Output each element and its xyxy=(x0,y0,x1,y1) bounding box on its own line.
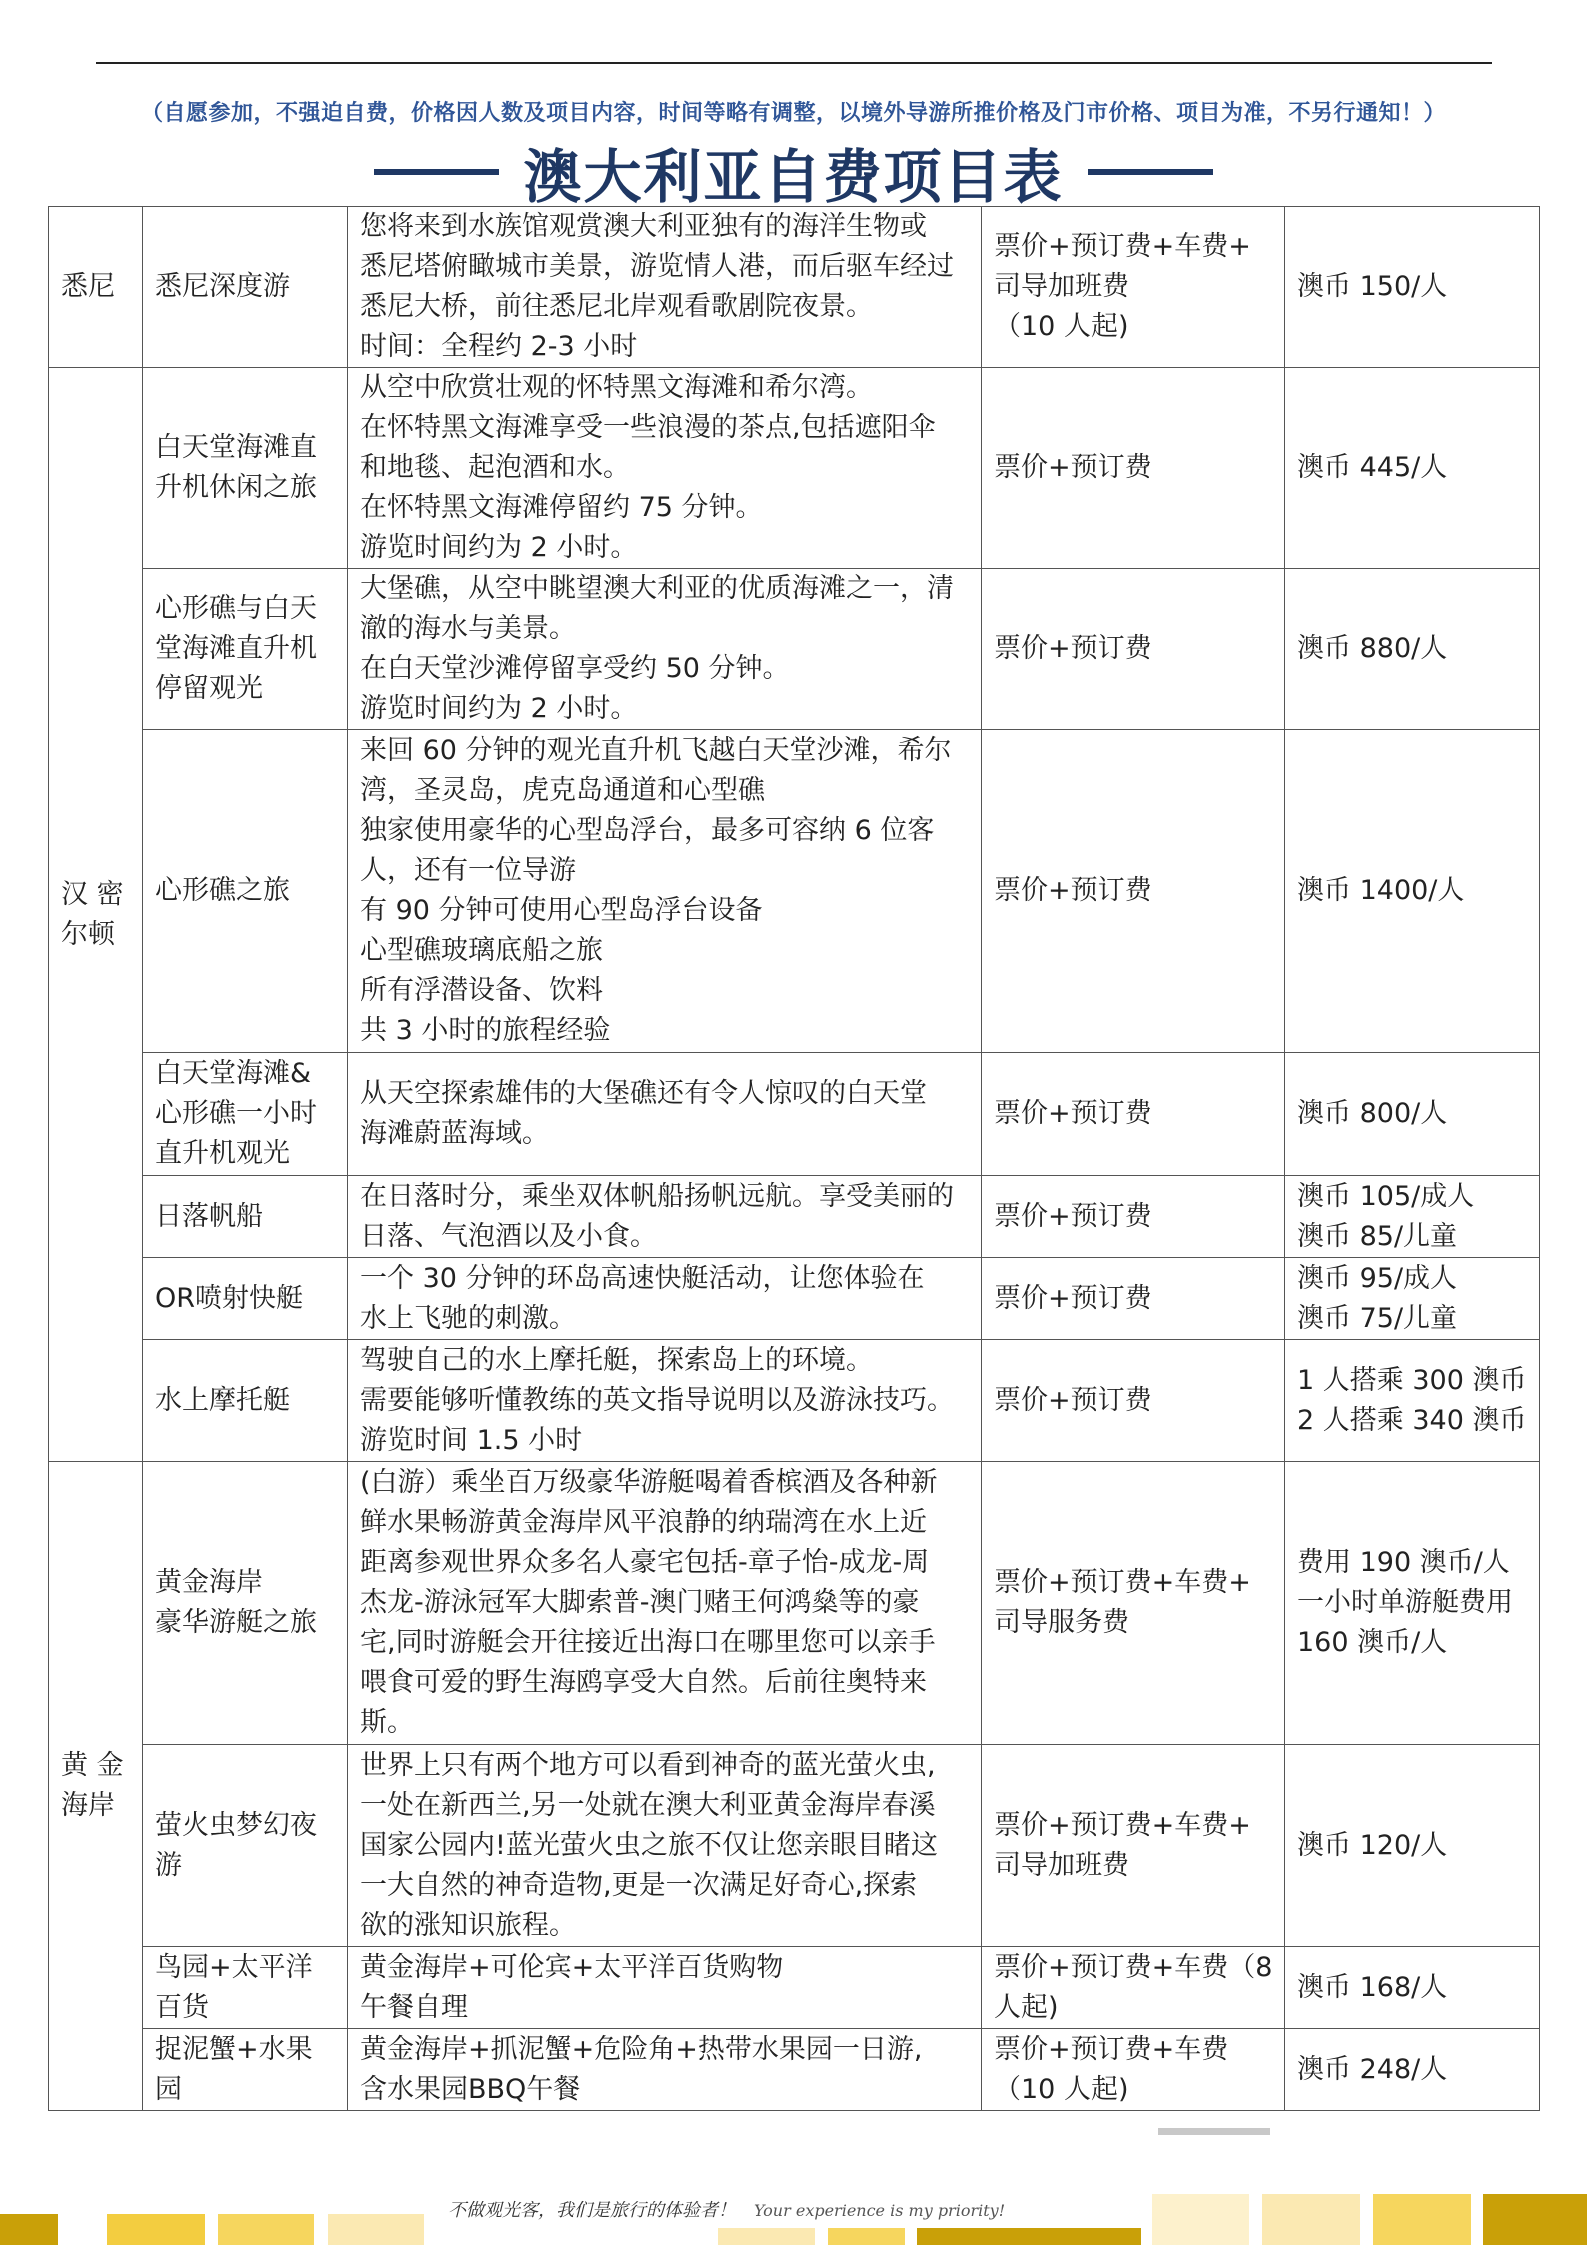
item-name: 停留观光 xyxy=(155,673,263,704)
price-line: 一小时单游艇费用 xyxy=(1297,1587,1513,1618)
price-line: 澳币 105/成人 xyxy=(1297,1180,1475,1212)
item-name: 鸟园+太平洋 xyxy=(155,1951,313,1983)
description-line: 从空中欣赏壮观的怀特黑文海滩和希尔湾。 xyxy=(360,372,873,403)
table-row xyxy=(49,730,1540,1053)
tour-table xyxy=(48,206,1540,2111)
description-cell xyxy=(348,730,982,1053)
description-line: 水上飞驰的刺激。 xyxy=(360,1302,576,1334)
footer-slogan xyxy=(448,2196,1005,2222)
item-name-cell xyxy=(143,1745,348,1947)
description-cell xyxy=(348,1340,982,1462)
table-row xyxy=(49,1462,1540,1745)
price-cell xyxy=(1285,368,1540,569)
fee-cell xyxy=(982,1176,1285,1258)
description-line: 独家使用豪华的心型岛浮台，最多可容纳 6 位客 xyxy=(360,815,935,846)
item-name: 心形礁之旅 xyxy=(155,875,290,906)
footer-square xyxy=(1152,2194,1249,2245)
description-line: 和地毯、起泡酒和水。 xyxy=(360,452,630,483)
price-cell xyxy=(1285,730,1540,1053)
price-line: 2 人搭乘 340 澳币 xyxy=(1297,1404,1527,1436)
footer-square xyxy=(107,2214,205,2245)
price-line: 费用 190 澳币/人 xyxy=(1297,1547,1510,1578)
item-name-cell xyxy=(143,1258,348,1340)
description-line: 杰龙-游泳冠军大脚索普-澳门赌王何鸿燊等的豪 xyxy=(360,1587,920,1618)
price-line: 澳币 800/人 xyxy=(1297,1098,1448,1129)
fee-line: 票价+预订费 xyxy=(994,1200,1152,1232)
footer-square xyxy=(1262,2194,1360,2245)
fee-line: 票价+预订费+车费+ xyxy=(994,231,1251,262)
fee-cell xyxy=(982,368,1285,569)
description-line: 大堡礁，从空中眺望澳大利亚的优质海滩之一，清 xyxy=(360,573,954,604)
price-cell xyxy=(1285,1176,1540,1258)
description-cell xyxy=(348,1462,982,1745)
item-name: 百货 xyxy=(155,1991,209,2023)
description-line: 距离参观世界众多名人豪宅包括-章子怡-成龙-周 xyxy=(360,1547,930,1578)
fee-line: 票价+预订费 xyxy=(994,1282,1152,1314)
description-line: 欲的涨知识旅程。 xyxy=(360,1909,576,1941)
page-title: 澳大利亚自费项目表 xyxy=(523,143,1064,211)
price-line: 澳币 95/成人 xyxy=(1297,1262,1458,1294)
item-name-cell xyxy=(143,1462,348,1745)
fee-line: 票价+预订费 xyxy=(994,633,1152,664)
description-line: 黄金海岸+可伦宾+太平洋百货购物 xyxy=(360,1951,784,1983)
footer-square xyxy=(0,2214,58,2245)
description-cell xyxy=(348,1053,982,1176)
table-row xyxy=(49,1258,1540,1340)
description-line: 湾，圣灵岛，虎克岛通道和心型礁 xyxy=(360,775,765,806)
description-line: 一处在新西兰,另一处就在澳大利亚黄金海岸春溪 xyxy=(360,1789,936,1821)
footer-square xyxy=(917,2228,1141,2245)
price-cell xyxy=(1285,207,1540,368)
fee-cell xyxy=(982,569,1285,730)
region-name: 汉 密 xyxy=(61,878,124,910)
item-name-cell xyxy=(143,730,348,1053)
description-cell xyxy=(348,569,982,730)
title-left-line xyxy=(374,169,499,175)
description-line: 所有浮潜设备、饮料 xyxy=(360,975,603,1006)
slogan-cn: 不做观光客，我们是旅行的体验者！ xyxy=(448,2200,736,2221)
price-line: 澳币 445/人 xyxy=(1297,452,1448,483)
description-line: 从天空探索雄伟的大堡礁还有令人惊叹的白天堂 xyxy=(360,1078,927,1109)
description-line: 游览时间约为 2 小时。 xyxy=(360,693,638,724)
fee-cell xyxy=(982,1745,1285,1947)
region-cell xyxy=(49,1462,143,2111)
description-line: 宅,同时游艇会开往接近出海口在哪里您可以亲手 xyxy=(360,1627,936,1658)
region-name: 悉尼 xyxy=(61,271,115,302)
fee-cell xyxy=(982,1462,1285,1745)
region-name: 尔顿 xyxy=(61,918,115,950)
item-name: 水上摩托艇 xyxy=(155,1384,290,1416)
description-line: 人，还有一位导游 xyxy=(360,855,576,886)
table-row xyxy=(49,207,1540,368)
slogan-en: Your experience is my priority! xyxy=(754,2201,1006,2220)
description-line: 斯。 xyxy=(360,1707,414,1738)
fee-line: （10 人起) xyxy=(994,2073,1129,2105)
description-cell xyxy=(348,2029,982,2111)
description-line: 日落、气泡酒以及小食。 xyxy=(360,1220,657,1252)
table-row xyxy=(49,1053,1540,1176)
title-row xyxy=(0,134,1587,210)
price-line: 澳币 75/儿童 xyxy=(1297,1302,1458,1334)
price-line: 澳币 1400/人 xyxy=(1297,875,1465,906)
description-line: 在白天堂沙滩停留享受约 50 分钟。 xyxy=(360,653,790,684)
description-cell xyxy=(348,1947,982,2029)
description-line: 含水果园BBQ午餐 xyxy=(360,2073,581,2105)
description-line: 需要能够听懂教练的英文指导说明以及游泳技巧。 xyxy=(360,1384,954,1416)
description-line: 游览时间 1.5 小时 xyxy=(360,1424,583,1456)
fee-line: 票价+预订费+车费+ xyxy=(994,1809,1251,1841)
item-name-cell xyxy=(143,569,348,730)
description-cell xyxy=(348,1745,982,1947)
item-name: 白天堂海滩直 xyxy=(155,432,317,463)
table-row xyxy=(49,1176,1540,1258)
fee-line: 票价+预订费 xyxy=(994,875,1152,906)
item-name: 心形礁一小时 xyxy=(155,1098,317,1129)
fee-cell xyxy=(982,1258,1285,1340)
region-name: 黄 金 xyxy=(61,1750,124,1781)
notice-text: （自愿参加，不强迫自费，价格因人数及项目内容，时间等略有调整，以境外导游所推价格及门市价格、项目为准，不另行通知！） xyxy=(140,101,1446,126)
price-cell xyxy=(1285,569,1540,730)
description-line: 在日落时分，乘坐双体帆船扬帆远航。享受美丽的 xyxy=(360,1180,954,1212)
price-line: 澳币 880/人 xyxy=(1297,633,1448,664)
description-cell xyxy=(348,207,982,368)
price-line: 澳币 168/人 xyxy=(1297,1971,1448,2003)
fee-cell xyxy=(982,730,1285,1053)
item-name: 直升机观光 xyxy=(155,1138,290,1169)
item-name: 萤火虫梦幻夜 xyxy=(155,1809,317,1841)
price-line: 澳币 150/人 xyxy=(1297,271,1448,302)
price-cell xyxy=(1285,1462,1540,1745)
description-line: 驾驶自己的水上摩托艇，探索岛上的环境。 xyxy=(360,1344,873,1376)
fee-cell xyxy=(982,1947,1285,2029)
fee-line: 票价+预订费+车费 xyxy=(994,2033,1229,2065)
description-line: 共 3 小时的旅程经验 xyxy=(360,1015,611,1046)
description-line: 悉尼大桥，前往悉尼北岸观看歌剧院夜景。 xyxy=(360,291,873,322)
item-name: 黄金海岸 xyxy=(155,1567,263,1598)
price-cell xyxy=(1285,1340,1540,1462)
footer-square xyxy=(328,2214,424,2245)
description-line: 世界上只有两个地方可以看到神奇的蓝光萤火虫, xyxy=(360,1749,936,1781)
fee-line: 司导服务费 xyxy=(994,1607,1129,1638)
item-name-cell xyxy=(143,1053,348,1176)
description-line: 鲜水果畅游黄金海岸风平浪静的纳瑞湾在水上近 xyxy=(360,1507,927,1538)
item-name: 白天堂海滩& xyxy=(155,1058,312,1089)
price-cell xyxy=(1285,2029,1540,2111)
item-name: 悉尼深度游 xyxy=(155,271,290,302)
description-line: 黄金海岸+抓泥蟹+危险角+热带水果园一日游, xyxy=(360,2033,923,2065)
description-cell xyxy=(348,368,982,569)
item-name: 捉泥蟹+水果 xyxy=(155,2033,313,2065)
fee-line: 票价+预订费 xyxy=(994,1098,1152,1129)
description-line: 一大自然的神奇造物,更是一次满足好奇心,探索 xyxy=(360,1869,918,1901)
description-line: (白游）乘坐百万级豪华游艇喝着香槟酒及各种新 xyxy=(360,1467,938,1498)
fee-line: 司导加班费 xyxy=(994,271,1129,302)
title-right-line xyxy=(1088,169,1213,175)
table-row xyxy=(49,2029,1540,2111)
description-line: 来回 60 分钟的观光直升机飞越白天堂沙滩，希尔 xyxy=(360,735,952,766)
price-cell xyxy=(1285,1745,1540,1947)
item-name: 豪华游艇之旅 xyxy=(155,1607,317,1638)
region-cell xyxy=(49,207,143,368)
description-line: 游览时间约为 2 小时。 xyxy=(360,532,638,563)
description-line: 澈的海水与美景。 xyxy=(360,613,576,644)
item-name-cell xyxy=(143,2029,348,2111)
description-line: 悉尼塔俯瞰城市美景，游览情人港，而后驱车经过 xyxy=(360,251,954,282)
fee-line: 票价+预订费+车费+ xyxy=(994,1567,1251,1598)
table-row xyxy=(49,368,1540,569)
fee-cell xyxy=(982,2029,1285,2111)
price-cell xyxy=(1285,1053,1540,1176)
fee-cell xyxy=(982,1053,1285,1176)
item-name: OR喷射快艇 xyxy=(155,1282,304,1314)
footer-square xyxy=(1483,2194,1587,2245)
fee-cell xyxy=(982,1340,1285,1462)
item-name: 游 xyxy=(155,1849,182,1881)
fee-cell xyxy=(982,207,1285,368)
footer-square xyxy=(218,2214,314,2245)
price-cell xyxy=(1285,1258,1540,1340)
item-name: 日落帆船 xyxy=(155,1200,263,1232)
fee-line: 票价+预订费 xyxy=(994,452,1152,483)
item-name-cell xyxy=(143,1947,348,2029)
top-rule xyxy=(96,62,1492,64)
item-name-cell xyxy=(143,368,348,569)
table-row xyxy=(49,1947,1540,2029)
price-cell xyxy=(1285,1947,1540,2029)
page-indicator-bar xyxy=(1158,2128,1270,2135)
region-name: 海岸 xyxy=(61,1790,115,1821)
description-line: 午餐自理 xyxy=(360,1991,468,2023)
description-line: 时间：全程约 2-3 小时 xyxy=(360,331,638,362)
table-row xyxy=(49,569,1540,730)
description-cell xyxy=(348,1176,982,1258)
price-line: 澳币 248/人 xyxy=(1297,2053,1448,2085)
item-name: 园 xyxy=(155,2073,182,2105)
item-name-cell xyxy=(143,1340,348,1462)
table-row xyxy=(49,1745,1540,1947)
fee-line: 票价+预订费 xyxy=(994,1384,1152,1416)
footer-square xyxy=(828,2228,905,2245)
item-name: 心形礁与白天 xyxy=(155,593,317,624)
item-name-cell xyxy=(143,1176,348,1258)
item-name: 堂海滩直升机 xyxy=(155,633,317,664)
fee-line: （10 人起) xyxy=(994,311,1129,342)
description-line: 有 90 分钟可使用心型岛浮台设备 xyxy=(360,895,763,926)
price-line: 澳币 85/儿童 xyxy=(1297,1220,1458,1252)
footer-square xyxy=(718,2228,815,2245)
table-row xyxy=(49,1340,1540,1462)
fee-line: 票价+预订费+车费（8 xyxy=(994,1951,1273,1983)
item-name-cell xyxy=(143,207,348,368)
description-cell xyxy=(348,1258,982,1340)
description-line: 一个 30 分钟的环岛高速快艇活动，让您体验在 xyxy=(360,1262,925,1294)
description-line: 在怀特黑文海滩停留约 75 分钟。 xyxy=(360,492,763,523)
region-cell xyxy=(49,368,143,1462)
footer-square xyxy=(1373,2194,1471,2245)
description-line: 海滩蔚蓝海域。 xyxy=(360,1118,549,1149)
price-line: 160 澳币/人 xyxy=(1297,1627,1448,1658)
price-line: 1 人搭乘 300 澳币 xyxy=(1297,1364,1527,1396)
fee-line: 人起) xyxy=(994,1991,1059,2023)
item-name: 升机休闲之旅 xyxy=(155,472,317,503)
description-line: 您将来到水族馆观赏澳大利亚独有的海洋生物或 xyxy=(360,211,927,242)
fee-line: 司导加班费 xyxy=(994,1849,1129,1881)
description-line: 在怀特黑文海滩享受一些浪漫的茶点,包括遮阳伞 xyxy=(360,412,936,443)
description-line: 喂食可爱的野生海鸥享受大自然。后前往奥特来 xyxy=(360,1667,927,1698)
description-line: 国家公园内!蓝光萤火虫之旅不仅让您亲眼目睹这 xyxy=(360,1829,938,1861)
price-line: 澳币 120/人 xyxy=(1297,1829,1448,1861)
description-line: 心型礁玻璃底船之旅 xyxy=(360,935,603,966)
